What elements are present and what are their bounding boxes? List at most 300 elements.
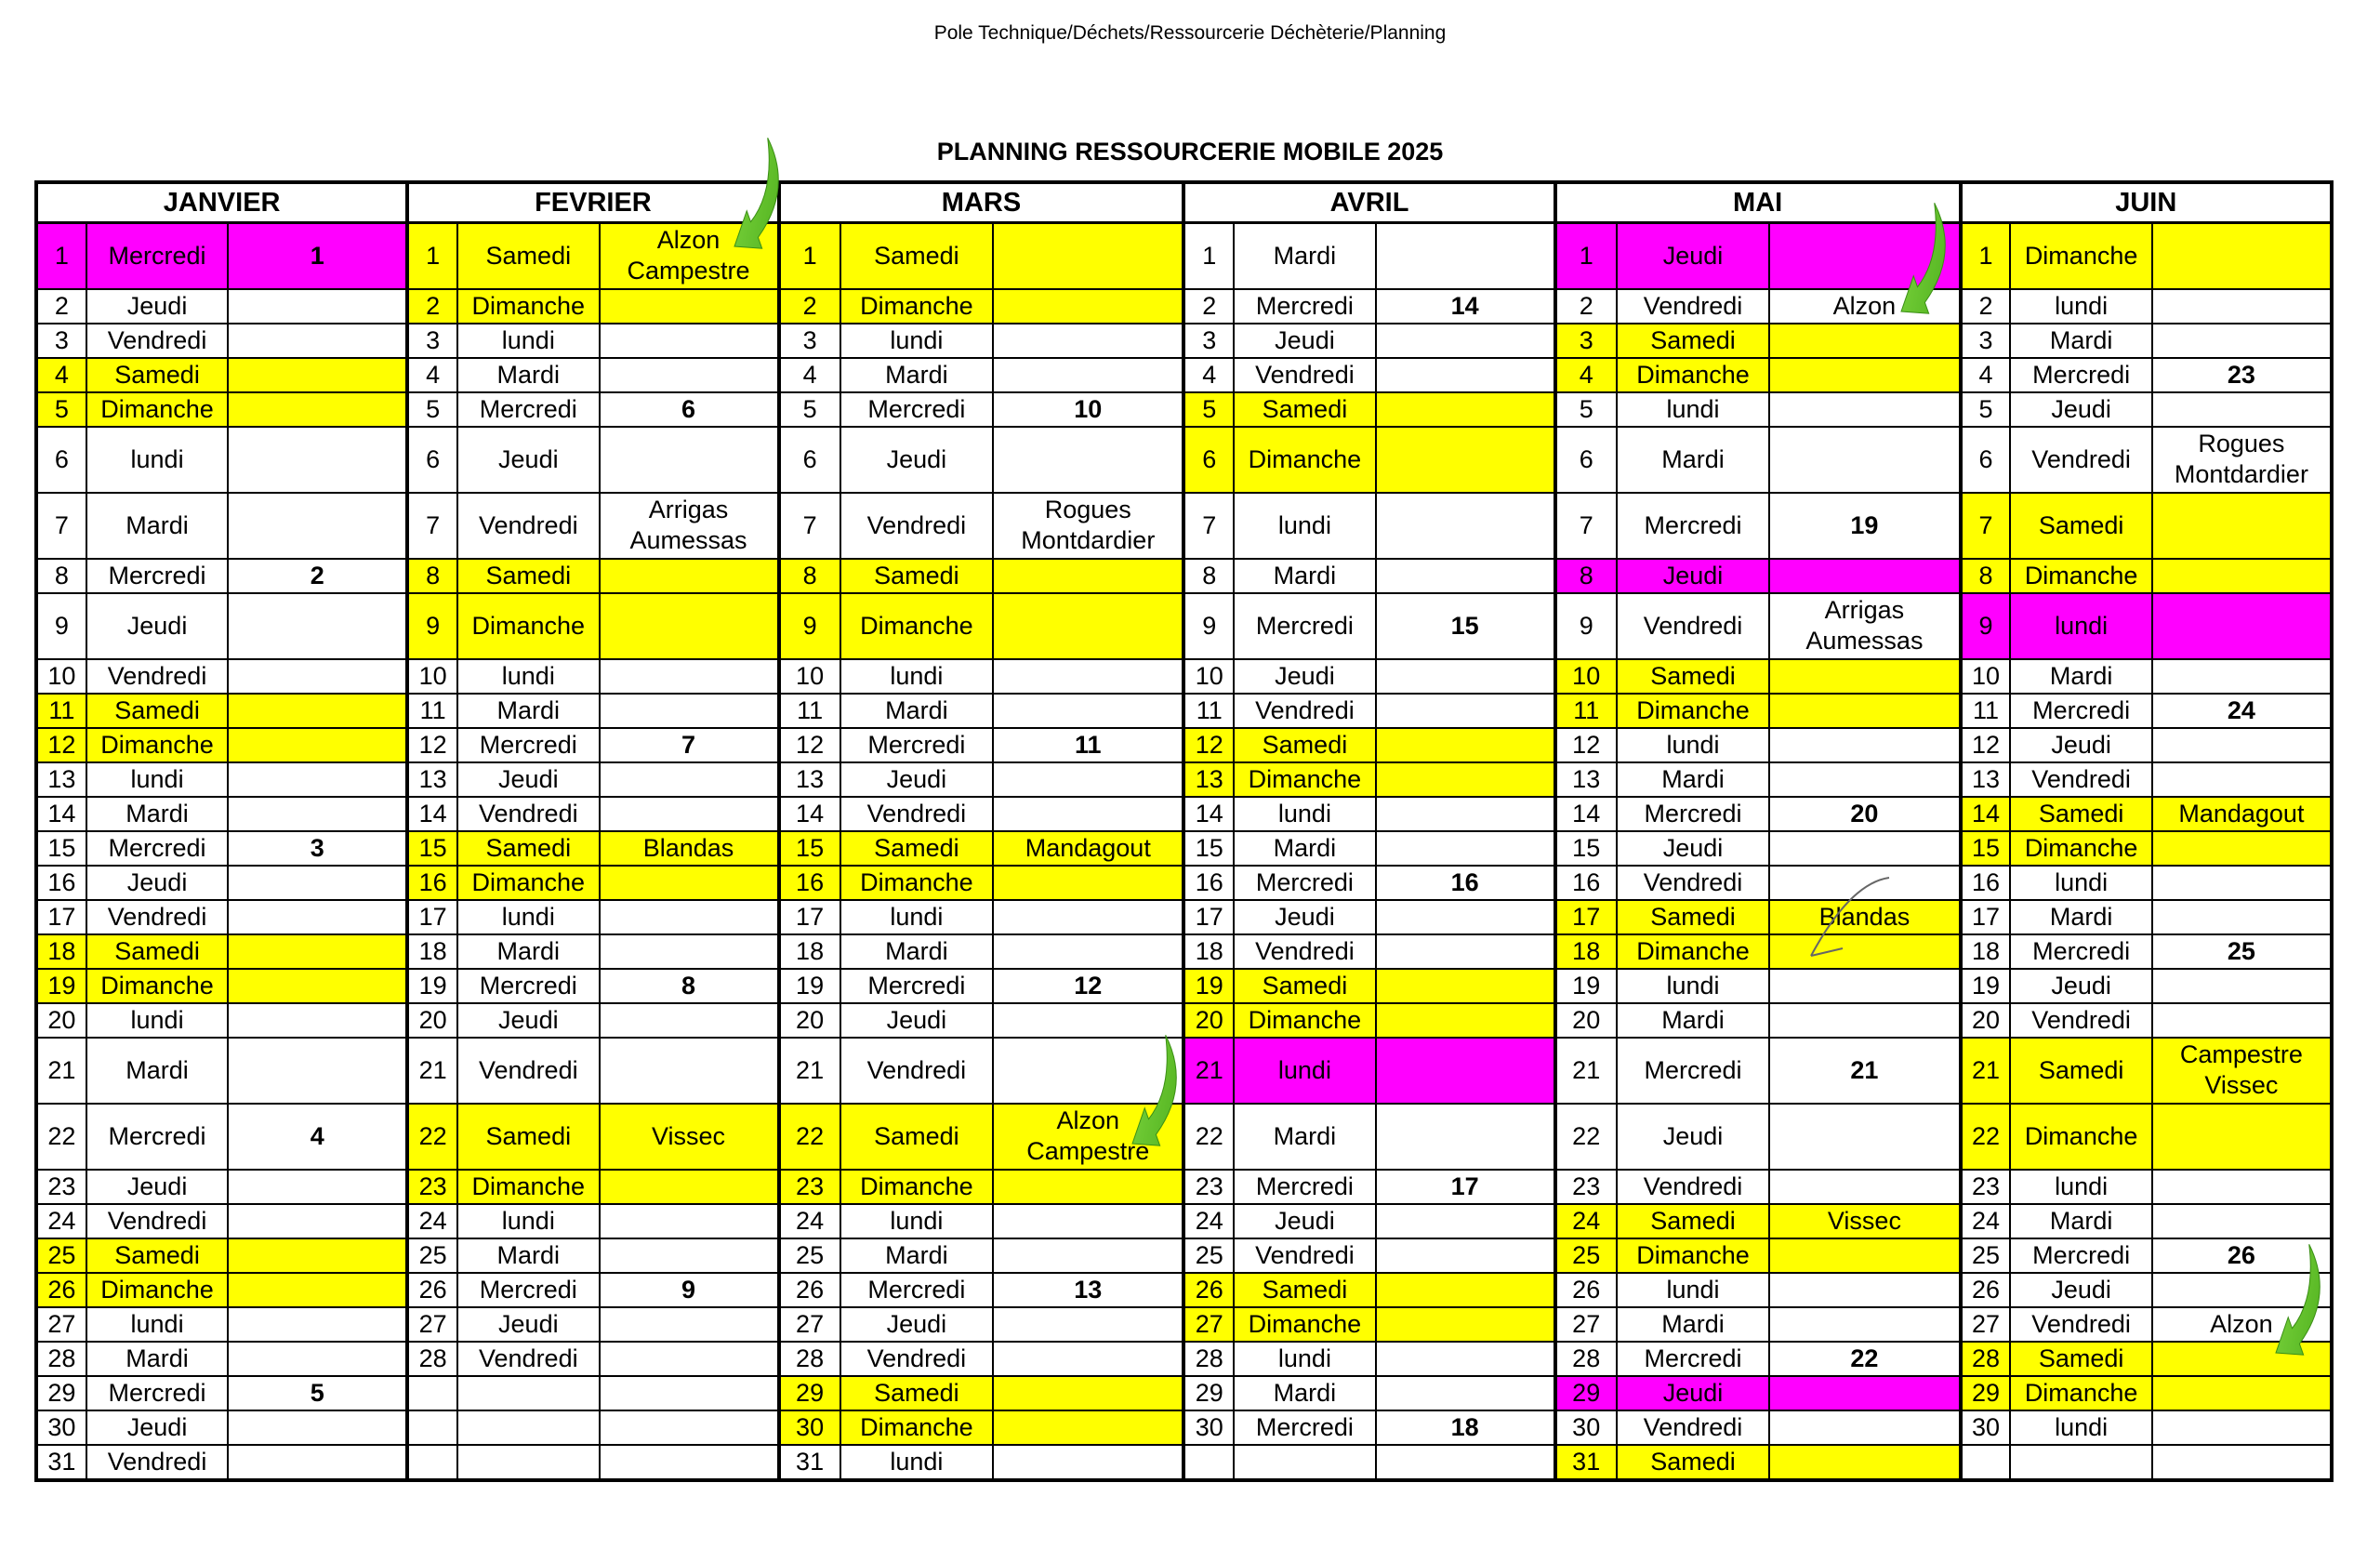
weekday-cell: Vendredi [1617, 1170, 1770, 1204]
day-number-cell: 31 [779, 1445, 840, 1480]
info-cell: 23 [2152, 358, 2332, 392]
day-number-cell: 8 [1555, 559, 1617, 593]
weekday-cell: Mardi [1234, 559, 1375, 593]
info-cell: 17 [1376, 1170, 1555, 1204]
weekday-cell: Jeudi [2010, 1273, 2151, 1307]
weekday-cell: Mercredi [2010, 934, 2151, 969]
weekday-cell: Mercredi [1234, 593, 1375, 659]
day-number-cell: 6 [1183, 427, 1234, 493]
day-number-cell: 9 [1183, 593, 1234, 659]
day-number-cell: 19 [407, 969, 457, 1003]
day-number-cell: 25 [1961, 1238, 2011, 1273]
weekday-cell: lundi [457, 1204, 599, 1238]
day-number-cell: 27 [1555, 1307, 1617, 1342]
info-cell: Mandagout [993, 831, 1183, 866]
day-number-cell: 31 [1555, 1445, 1617, 1480]
weekday-cell: lundi [1617, 392, 1770, 427]
weekday-cell: Mercredi [86, 831, 228, 866]
weekday-cell: Dimanche [86, 392, 228, 427]
day-number-cell: 19 [1961, 969, 2011, 1003]
day-number-cell: 21 [1961, 1038, 2011, 1104]
weekday-cell: Mardi [457, 694, 599, 728]
weekday-cell: Dimanche [840, 1170, 994, 1204]
weekday-cell: Vendredi [840, 493, 994, 559]
month-header: JANVIER [36, 182, 407, 223]
weekday-cell: lundi [840, 659, 994, 694]
info-cell: 9 [600, 1273, 779, 1307]
pen-stroke [1811, 948, 1843, 956]
weekday-cell: Jeudi [457, 762, 599, 797]
weekday-cell: Jeudi [2010, 969, 2151, 1003]
day-number-cell: 18 [1183, 934, 1234, 969]
info-cell: Arrigas Aumessas [600, 493, 779, 559]
day-number-cell: 12 [1183, 728, 1234, 762]
day-number-cell: 19 [36, 969, 86, 1003]
weekday-cell: Mercredi [86, 1376, 228, 1410]
weekday-cell: Dimanche [457, 289, 599, 324]
day-number-cell: 13 [1961, 762, 2011, 797]
weekday-cell: Samedi [457, 223, 599, 289]
day-number-cell: 23 [36, 1170, 86, 1204]
day-number-cell: 10 [779, 659, 840, 694]
weekday-cell: lundi [2010, 289, 2151, 324]
day-number-cell: 11 [36, 694, 86, 728]
day-number-cell: 1 [1961, 223, 2011, 289]
info-cell: 21 [1769, 1038, 1960, 1104]
day-number-cell: 21 [407, 1038, 457, 1104]
weekday-cell: Mardi [1617, 427, 1770, 493]
weekday-cell: Mardi [1617, 1307, 1770, 1342]
weekday-cell: Dimanche [86, 1273, 228, 1307]
weekday-cell: Dimanche [2010, 831, 2151, 866]
day-number-cell: 19 [779, 969, 840, 1003]
weekday-cell: Jeudi [86, 289, 228, 324]
weekday-cell: lundi [457, 659, 599, 694]
info-cell: 20 [1769, 797, 1960, 831]
weekday-cell: Vendredi [457, 1038, 599, 1104]
info-cell: Alzon [2152, 1307, 2332, 1342]
weekday-cell: Mardi [2010, 900, 2151, 934]
day-number-cell: 23 [1183, 1170, 1234, 1204]
weekday-cell: Mardi [457, 1238, 599, 1273]
day-number-cell: 30 [1961, 1410, 2011, 1445]
day-number-cell: 4 [36, 358, 86, 392]
weekday-cell: lundi [2010, 1410, 2151, 1445]
day-number-cell: 6 [1961, 427, 2011, 493]
weekday-cell: Vendredi [86, 324, 228, 358]
pen-stroke [1811, 878, 1889, 956]
day-number-cell: 7 [1961, 493, 2011, 559]
day-number-cell: 16 [407, 866, 457, 900]
day-number-cell: 29 [1555, 1376, 1617, 1410]
weekday-cell: Vendredi [2010, 427, 2151, 493]
day-number-cell: 20 [36, 1003, 86, 1038]
weekday-cell: lundi [840, 1445, 994, 1480]
day-number-cell: 5 [1961, 392, 2011, 427]
day-number-cell: 10 [36, 659, 86, 694]
day-number-cell: 4 [1183, 358, 1234, 392]
arrow-icon [2236, 1244, 2360, 1367]
day-number-cell: 15 [1183, 831, 1234, 866]
day-number-cell: 5 [1555, 392, 1617, 427]
month-header: AVRIL [1183, 182, 1554, 223]
weekday-cell: Vendredi [2010, 762, 2151, 797]
day-number-cell: 7 [407, 493, 457, 559]
day-number-cell: 17 [407, 900, 457, 934]
weekday-cell: Mardi [86, 1342, 228, 1376]
weekday-cell: Dimanche [1617, 934, 1770, 969]
day-number-cell: 8 [1183, 559, 1234, 593]
day-number-cell: 5 [407, 392, 457, 427]
day-number-cell: 25 [779, 1238, 840, 1273]
day-number-cell: 5 [779, 392, 840, 427]
weekday-cell: Dimanche [2010, 1104, 2151, 1170]
weekday-cell: Dimanche [1234, 762, 1375, 797]
month-header: MAI [1555, 182, 1961, 223]
weekday-cell: Vendredi [1617, 289, 1770, 324]
day-number-cell: 29 [1961, 1376, 2011, 1410]
day-number-cell: 28 [407, 1342, 457, 1376]
day-number-cell: 27 [779, 1307, 840, 1342]
day-number-cell: 11 [1555, 694, 1617, 728]
weekday-cell: lundi [2010, 593, 2151, 659]
info-cell: 10 [993, 392, 1183, 427]
day-number-cell: 16 [1183, 866, 1234, 900]
day-number-cell: 3 [1555, 324, 1617, 358]
weekday-cell: Jeudi [1234, 659, 1375, 694]
day-number-cell: 13 [36, 762, 86, 797]
weekday-cell: Vendredi [2010, 1003, 2151, 1038]
day-number-cell: 18 [407, 934, 457, 969]
weekday-cell: lundi [457, 324, 599, 358]
day-number-cell: 20 [407, 1003, 457, 1038]
weekday-cell: Mardi [840, 1238, 994, 1273]
weekday-cell: Vendredi [1234, 694, 1375, 728]
day-number-cell: 29 [779, 1376, 840, 1410]
weekday-cell: lundi [1617, 728, 1770, 762]
weekday-cell: Mercredi [457, 969, 599, 1003]
weekday-cell: Jeudi [86, 1410, 228, 1445]
day-number-cell: 21 [1183, 1038, 1234, 1104]
day-number-cell: 14 [407, 797, 457, 831]
weekday-cell: Dimanche [840, 866, 994, 900]
day-number-cell: 13 [1183, 762, 1234, 797]
info-cell: 25 [2152, 934, 2332, 969]
day-number-cell: 13 [1555, 762, 1617, 797]
day-number-cell: 28 [1961, 1342, 2011, 1376]
weekday-cell: Samedi [1617, 900, 1770, 934]
weekday-cell: Jeudi [840, 1307, 994, 1342]
month-header: MARS [779, 182, 1184, 223]
day-number-cell: 6 [1555, 427, 1617, 493]
day-number-cell: 26 [407, 1273, 457, 1307]
arrow-icon [1092, 1035, 1217, 1158]
day-number-cell: 3 [1183, 324, 1234, 358]
weekday-cell: Dimanche [457, 1170, 599, 1204]
day-number-cell: 27 [407, 1307, 457, 1342]
day-number-cell: 25 [1183, 1238, 1234, 1273]
info-cell: Mandagout [2152, 797, 2332, 831]
day-number-cell: 8 [1961, 559, 2011, 593]
day-number-cell: 24 [407, 1204, 457, 1238]
weekday-cell: Samedi [2010, 493, 2151, 559]
day-number-cell: 13 [779, 762, 840, 797]
day-number-cell: 30 [1183, 1410, 1234, 1445]
day-number-cell: 17 [36, 900, 86, 934]
day-number-cell: 14 [1183, 797, 1234, 831]
weekday-cell: Mercredi [1234, 1170, 1375, 1204]
day-number-cell: 1 [1555, 223, 1617, 289]
day-number-cell: 14 [36, 797, 86, 831]
day-number-cell: 15 [407, 831, 457, 866]
day-number-cell: 7 [779, 493, 840, 559]
day-number-cell: 23 [779, 1170, 840, 1204]
weekday-cell: Mercredi [1234, 1410, 1375, 1445]
info-cell: 7 [600, 728, 779, 762]
day-number-cell: 19 [1183, 969, 1234, 1003]
info-cell: 16 [1376, 866, 1555, 900]
day-number-cell: 13 [407, 762, 457, 797]
weekday-cell: Vendredi [1234, 358, 1375, 392]
day-number-cell: 24 [1555, 1204, 1617, 1238]
weekday-cell: Jeudi [457, 427, 599, 493]
weekday-cell: Jeudi [1617, 223, 1770, 289]
weekday-cell: Jeudi [457, 1003, 599, 1038]
info-cell: Rogues Montdardier [2152, 427, 2332, 493]
weekday-cell: Jeudi [1617, 1104, 1770, 1170]
day-number-cell: 10 [1183, 659, 1234, 694]
weekday-cell: Dimanche [2010, 559, 2151, 593]
day-number-cell: 27 [1183, 1307, 1234, 1342]
day-number-cell: 17 [1961, 900, 2011, 934]
day-number-cell: 9 [36, 593, 86, 659]
weekday-cell: lundi [1234, 493, 1375, 559]
day-number-cell: 9 [1555, 593, 1617, 659]
day-number-cell: 24 [1183, 1204, 1234, 1238]
page-title: PLANNING RESSOURCERIE MOBILE 2025 [936, 138, 1444, 165]
weekday-cell: Mercredi [1617, 1038, 1770, 1104]
weekday-cell: Mardi [2010, 324, 2151, 358]
day-number-cell: 23 [407, 1170, 457, 1204]
weekday-cell: Jeudi [1617, 559, 1770, 593]
weekday-cell: Mardi [457, 934, 599, 969]
info-cell: 15 [1376, 593, 1555, 659]
day-number-cell: 25 [407, 1238, 457, 1273]
day-number-cell: 1 [407, 223, 457, 289]
day-number-cell: 26 [1555, 1273, 1617, 1307]
day-number-cell: 7 [1555, 493, 1617, 559]
info-cell: Vissec [600, 1104, 779, 1170]
weekday-cell: Mardi [2010, 659, 2151, 694]
weekday-cell: Vendredi [1617, 1410, 1770, 1445]
weekday-cell: Samedi [86, 1238, 228, 1273]
weekday-cell: lundi [86, 1307, 228, 1342]
weekday-cell: Samedi [1617, 1445, 1770, 1480]
weekday-cell: Mardi [86, 1038, 228, 1104]
weekday-cell: Dimanche [457, 866, 599, 900]
day-number-cell: 26 [1183, 1273, 1234, 1307]
weekday-cell: Mardi [1617, 1003, 1770, 1038]
weekday-cell: Jeudi [1234, 1204, 1375, 1238]
weekday-cell: Samedi [86, 358, 228, 392]
day-number-cell: 26 [779, 1273, 840, 1307]
day-number-cell: 20 [1183, 1003, 1234, 1038]
day-number-cell: 8 [407, 559, 457, 593]
day-number-cell: 27 [36, 1307, 86, 1342]
info-cell: Blandas [600, 831, 779, 866]
day-number-cell: 10 [407, 659, 457, 694]
weekday-cell: Samedi [2010, 797, 2151, 831]
day-number-cell: 3 [36, 324, 86, 358]
weekday-cell: Dimanche [840, 593, 994, 659]
weekday-cell: Jeudi [2010, 392, 2151, 427]
day-number-cell: 24 [1961, 1204, 2011, 1238]
info-cell: Alzon [1769, 289, 1960, 324]
day-number-cell: 11 [779, 694, 840, 728]
weekday-cell: Mardi [840, 358, 994, 392]
day-number-cell: 4 [1961, 358, 2011, 392]
weekday-cell: Samedi [457, 1104, 599, 1170]
weekday-cell: Dimanche [1234, 427, 1375, 493]
info-cell: 12 [993, 969, 1183, 1003]
weekday-cell: Mardi [1234, 1376, 1375, 1410]
day-number-cell: 12 [1961, 728, 2011, 762]
day-number-cell: 14 [779, 797, 840, 831]
weekday-cell: Mercredi [86, 559, 228, 593]
weekday-cell: Dimanche [1617, 694, 1770, 728]
info-cell: 4 [228, 1104, 407, 1170]
day-number-cell: 5 [36, 392, 86, 427]
day-number-cell: 9 [407, 593, 457, 659]
day-number-cell: 20 [1555, 1003, 1617, 1038]
weekday-cell: lundi [1234, 1342, 1375, 1376]
day-number-cell: 4 [1555, 358, 1617, 392]
day-number-cell: 8 [36, 559, 86, 593]
day-number-cell: 12 [36, 728, 86, 762]
weekday-cell: Mardi [1234, 1104, 1375, 1170]
weekday-cell: Mercredi [840, 392, 994, 427]
day-number-cell: 4 [407, 358, 457, 392]
weekday-cell: Dimanche [1617, 1238, 1770, 1273]
weekday-cell: Mardi [86, 493, 228, 559]
weekday-cell: Jeudi [2010, 728, 2151, 762]
info-cell: 18 [1376, 1410, 1555, 1445]
info-cell: Vissec [1769, 1204, 1960, 1238]
weekday-cell: Mercredi [1617, 1342, 1770, 1376]
weekday-cell: Vendredi [457, 1342, 599, 1376]
weekday-cell: Samedi [840, 1376, 994, 1410]
day-number-cell: 6 [779, 427, 840, 493]
month-header: JUIN [1961, 182, 2332, 223]
weekday-cell: Samedi [457, 831, 599, 866]
weekday-cell: lundi [1617, 969, 1770, 1003]
day-number-cell: 28 [779, 1342, 840, 1376]
day-number-cell: 25 [36, 1238, 86, 1273]
weekday-cell: Vendredi [2010, 1307, 2151, 1342]
info-cell: 5 [228, 1376, 407, 1410]
weekday-cell: Samedi [1617, 659, 1770, 694]
day-number-cell: 16 [1555, 866, 1617, 900]
weekday-cell: Mardi [1234, 223, 1375, 289]
weekday-cell: lundi [1234, 1038, 1375, 1104]
weekday-cell: Samedi [840, 559, 994, 593]
day-number-cell: 22 [407, 1104, 457, 1170]
weekday-cell: Samedi [840, 223, 994, 289]
weekday-cell: Vendredi [457, 493, 599, 559]
day-number-cell: 18 [779, 934, 840, 969]
day-number-cell: 22 [1183, 1104, 1234, 1170]
day-number-cell: 22 [1555, 1104, 1617, 1170]
day-number-cell: 17 [779, 900, 840, 934]
weekday-cell: Jeudi [1617, 831, 1770, 866]
weekday-cell: Mercredi [86, 1104, 228, 1170]
day-number-cell: 2 [1961, 289, 2011, 324]
day-number-cell: 22 [36, 1104, 86, 1170]
day-number-cell: 28 [1555, 1342, 1617, 1376]
day-number-cell: 6 [407, 427, 457, 493]
info-cell: 13 [993, 1273, 1183, 1307]
day-number-cell: 15 [36, 831, 86, 866]
day-number-cell: 27 [1961, 1307, 2011, 1342]
day-number-cell: 20 [1961, 1003, 2011, 1038]
arrow-icon [1861, 203, 1986, 325]
info-cell: 19 [1769, 493, 1960, 559]
weekday-cell: Samedi [1234, 392, 1375, 427]
day-number-cell: 28 [36, 1342, 86, 1376]
day-number-cell: 7 [1183, 493, 1234, 559]
day-number-cell: 2 [36, 289, 86, 324]
info-cell: Alzon Campestre [993, 1104, 1183, 1170]
weekday-cell: Vendredi [457, 797, 599, 831]
day-number-cell: 19 [1555, 969, 1617, 1003]
day-number-cell: 21 [1555, 1038, 1617, 1104]
day-number-cell: 31 [36, 1445, 86, 1480]
day-number-cell: 11 [407, 694, 457, 728]
weekday-cell: Mercredi [2010, 1238, 2151, 1273]
weekday-cell: Mercredi [2010, 694, 2151, 728]
day-number-cell: 26 [36, 1273, 86, 1307]
weekday-cell: Jeudi [1234, 900, 1375, 934]
weekday-cell: Vendredi [86, 900, 228, 934]
info-cell: Blandas [1769, 900, 1960, 934]
day-number-cell: 24 [779, 1204, 840, 1238]
day-number-cell: 4 [779, 358, 840, 392]
day-number-cell: 15 [1555, 831, 1617, 866]
weekday-cell: Vendredi [86, 1445, 228, 1480]
weekday-cell: Dimanche [840, 289, 994, 324]
weekday-cell: Vendredi [1617, 866, 1770, 900]
day-number-cell: 18 [36, 934, 86, 969]
weekday-cell: Jeudi [86, 593, 228, 659]
weekday-cell: lundi [840, 1204, 994, 1238]
weekday-cell: Samedi [1617, 324, 1770, 358]
weekday-cell: Samedi [840, 831, 994, 866]
day-number-cell: 12 [407, 728, 457, 762]
weekday-cell: Jeudi [840, 427, 994, 493]
weekday-cell: Dimanche [457, 593, 599, 659]
weekday-cell: Jeudi [457, 1307, 599, 1342]
weekday-cell: Samedi [86, 934, 228, 969]
weekday-cell: Vendredi [86, 659, 228, 694]
weekday-cell: Samedi [86, 694, 228, 728]
weekday-cell: lundi [2010, 866, 2151, 900]
day-number-cell: 7 [36, 493, 86, 559]
weekday-cell: Mercredi [457, 1273, 599, 1307]
weekday-cell: Vendredi [840, 797, 994, 831]
weekday-cell: Mercredi [840, 1273, 994, 1307]
info-cell: 3 [228, 831, 407, 866]
weekday-cell: Mardi [86, 797, 228, 831]
